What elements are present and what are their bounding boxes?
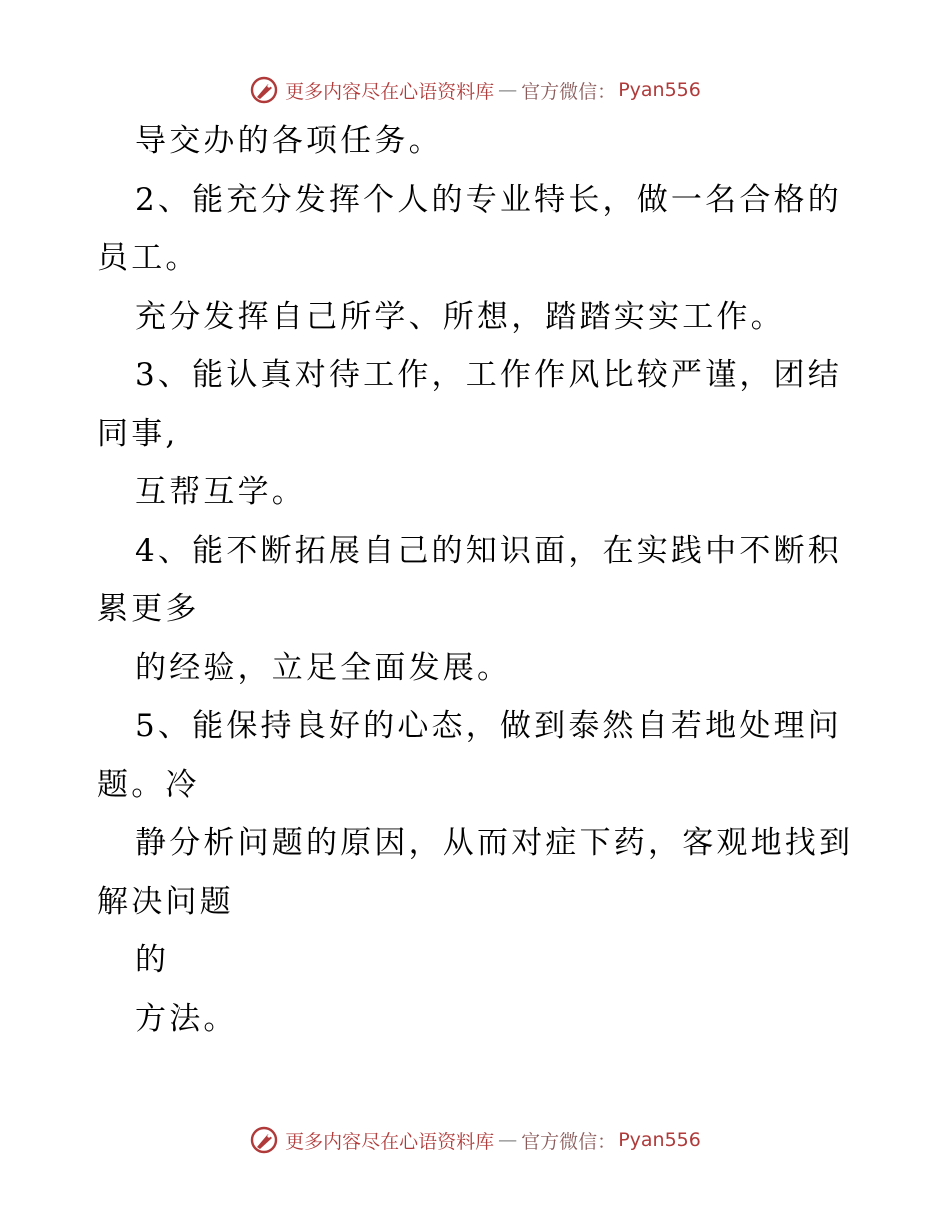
header-banner [0,70,950,110]
pen-nib-logo-icon [249,75,279,105]
text-line: 导交办的各项任务。 [135,123,443,159]
text-line: 充分发挥自己所学、所想，踏踏实实工作。 [135,298,785,335]
text-line: 同事, [97,415,179,452]
banner-separator: — [498,1129,518,1151]
text-line: 的 [135,942,170,978]
text-line: 4、能不断拓展自己的知识面，在实践中不断积 [135,532,842,569]
text-line: 累更多 [97,591,200,627]
text-line: 题。冷 [97,766,200,803]
text-line: 解决问题 [97,883,234,920]
banner-site-text: 更多内容尽在心语资料库 [285,80,495,103]
pen-nib-logo-icon [249,1125,279,1155]
footer-banner [0,1120,950,1160]
banner-wechat-label: 官方微信： [521,1130,617,1153]
text-line: 员工。 [97,240,200,276]
banner-site-text: 更多内容尽在心语资料库 [285,1130,495,1153]
banner-wechat-label: 官方微信： [521,80,617,103]
text-line: 的经验，立足全面发展。 [135,649,512,686]
text-line: 5、能保持良好的心态，做到泰然自若地处理问 [135,708,842,744]
text-line: 2、能充分发挥个人的专业特长，做一名合格的 [135,181,842,218]
banner-separator: — [498,79,518,101]
text-line: 3、能认真对待工作，工作作风比较严谨，团结 [135,357,842,393]
document-body [97,112,867,1048]
banner-wechat-account: Pyan556 [618,1129,701,1151]
text-line: 静分析问题的原因，从而对症下药，客观地找到 [135,825,854,861]
banner-wechat-account: Pyan556 [618,79,701,101]
text-line: 方法。 [135,1000,238,1037]
text-line: 互帮互学。 [135,474,306,510]
